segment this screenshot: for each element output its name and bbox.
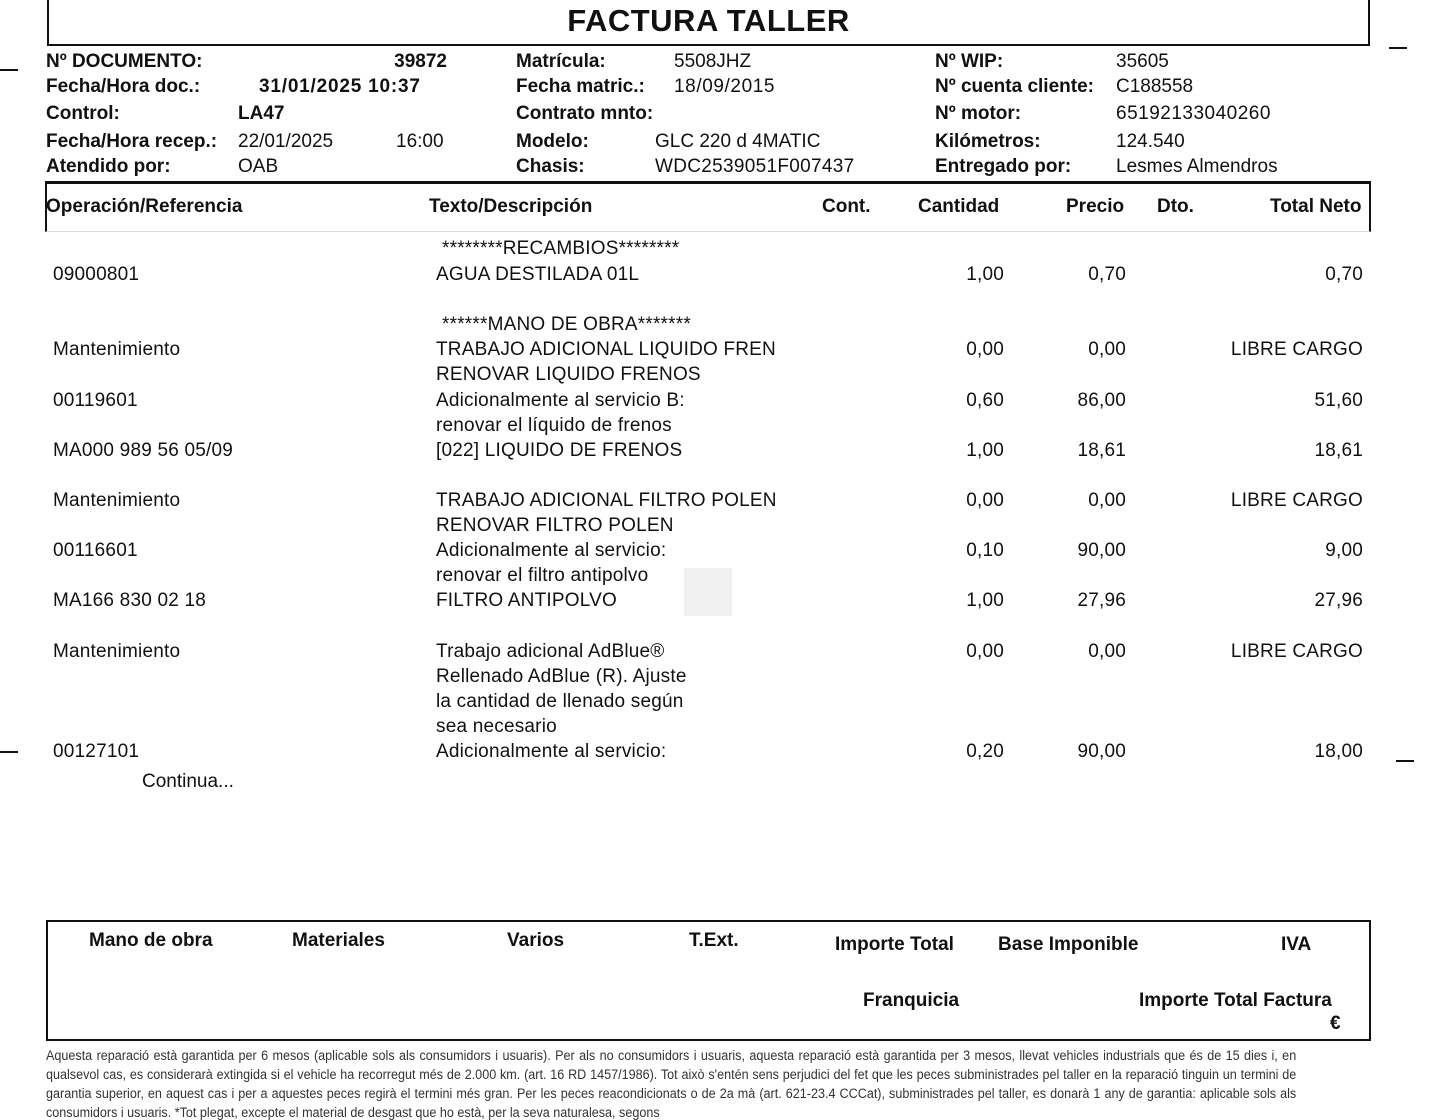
row-net-total: 18,00 (1314, 740, 1363, 762)
row-description: Rellenado AdBlue (R). Ajuste (436, 665, 687, 687)
margin-mark (1389, 47, 1407, 49)
chassis-label: Chasis: (516, 156, 585, 177)
row-description: Adicionalmente al servicio: (436, 540, 667, 562)
row-net-total: 9,00 (1325, 540, 1363, 562)
doc-date-value: 31/01/2025 10:37 (259, 76, 421, 97)
summary-text: T.Ext. (689, 930, 739, 951)
margin-mark (0, 751, 18, 753)
row-reference: MA000 989 56 05/09 (53, 439, 234, 461)
row-description: AGUA DESTILADA 01L (436, 264, 640, 285)
margin-mark (1396, 760, 1414, 762)
continues-label: Continua... (142, 771, 234, 792)
row-price: 90,00 (1077, 540, 1126, 562)
row-quantity: 0,00 (966, 640, 1004, 662)
row-net-total: 18,61 (1314, 439, 1363, 461)
registration-date-label: Fecha matric.: (516, 76, 645, 97)
engine-number-value: 65192133040260 (1116, 103, 1271, 124)
row-description: Adicionalmente al servicio B: (436, 389, 685, 411)
row-price: 0,00 (1088, 339, 1126, 361)
plate-label: Matrícula: (516, 51, 606, 72)
summary-total-amount: Importe Total (835, 934, 954, 955)
row-reference: 00127101 (53, 740, 140, 762)
attended-by-label: Atendido por: (46, 156, 171, 177)
row-description: RENOVAR FILTRO POLEN (436, 515, 674, 536)
maintenance-contract-label: Contrato mnto: (516, 103, 654, 124)
row-description: renovar el líquido de frenos (436, 414, 672, 436)
row-reference: 09000801 (53, 264, 140, 285)
doc-date-label: Fecha/Hora doc.: (46, 76, 201, 97)
warranty-legal-text: Aquesta reparació està garantida per 6 mesos (aplicable sols als consumidors i usuaris). Per als no consumidors i usuaris, aquesta reparació està garantida per 3 mesos, llevat vehicles industrials que és de 15 dies i, en qualsevol cas, es considerarà extingida si el vehicle ha recorregut més de 2.000 km. (art. 16 RD 1457/1986). Tot això s'entén sens perjudici del fet que les peces subministrades pel taller en la reparació tinguin un termini de garantia superior, en aquest cas i per a aquestes peces regirà el termini més gran. Per les peces reacondicionats o de 2a mà (art. 621-23.4 CCCat), subministrades pel taller, es donarà 1 any de garantia: aplicable sols als consumidors i usuaris. *Tot plegat, excepte el material de desgast que ho està, per la seva naturalesa, segons (46, 1048, 1297, 1120)
row-reference: 00116601 (53, 540, 138, 562)
kilometers-label: Kilómetros: (935, 131, 1041, 152)
summary-misc: Varios (507, 930, 565, 951)
model-value: GLC 220 d 4MATIC (655, 131, 821, 152)
summary-invoice-total: Importe Total Factura (1139, 990, 1332, 1011)
summary-tax-base: Base Imponible (998, 934, 1139, 955)
summary-vat: IVA (1281, 934, 1312, 955)
row-description: la cantidad de llenado según (436, 690, 684, 712)
section-mano-obra: ******MANO DE OBRA******* (442, 314, 691, 335)
delivered-by-label: Entregado por: (935, 156, 1072, 177)
row-quantity: 1,00 (966, 590, 1004, 612)
margin-mark (0, 69, 18, 71)
row-net-total: LIBRE CARGO (1230, 339, 1363, 361)
invoice-title-box (47, 0, 1370, 46)
row-description: Trabajo adicional AdBlue® (436, 640, 665, 662)
row-net-total: 0,70 (1325, 264, 1363, 285)
scan-artifact (684, 568, 732, 616)
row-price: 0,00 (1088, 489, 1126, 511)
row-net-total: LIBRE CARGO (1230, 489, 1363, 511)
invoice-title: FACTURA TALLER (567, 3, 850, 38)
row-reference: 00119601 (53, 389, 138, 411)
col-description: Texto/Descripción (429, 196, 593, 217)
registration-date-value: 18/09/2015 (674, 76, 776, 97)
row-price: 0,00 (1088, 640, 1126, 662)
plate-value: 5508JHZ (674, 51, 752, 72)
row-reference: Mantenimiento (53, 339, 181, 361)
control-label: Control: (46, 103, 120, 124)
col-quantity: Cantidad (918, 196, 1000, 217)
row-description: FILTRO ANTIPOLVO (436, 590, 617, 612)
row-quantity: 0,00 (966, 489, 1004, 511)
summary-currency: € (1330, 1013, 1341, 1034)
doc-number-label: Nº DOCUMENTO: (46, 51, 203, 72)
row-description: TRABAJO ADICIONAL FILTRO POLEN (436, 489, 777, 511)
row-description: [022] LIQUIDO DE FRENOS (436, 439, 683, 461)
attended-by-value: OAB (238, 156, 279, 177)
control-value: LA47 (238, 103, 285, 124)
row-price: 0,70 (1088, 264, 1126, 285)
section-recambios: ********RECAMBIOS******** (442, 238, 680, 259)
customer-account-label: Nº cuenta cliente: (935, 76, 1094, 97)
row-price: 90,00 (1077, 740, 1126, 762)
engine-number-label: Nº motor: (935, 103, 1022, 124)
row-description: RENOVAR LIQUIDO FRENOS (436, 364, 701, 386)
model-label: Modelo: (516, 131, 589, 152)
col-price: Precio (1066, 196, 1125, 217)
row-reference: Mantenimiento (53, 489, 181, 511)
delivered-by-value: Lesmes Almendros (1116, 156, 1278, 177)
row-price: 86,00 (1077, 389, 1126, 411)
row-description: TRABAJO ADICIONAL LIQUIDO FREN (436, 339, 776, 361)
row-quantity: 0,00 (966, 339, 1004, 361)
row-reference: Mantenimiento (53, 640, 181, 662)
row-quantity: 1,00 (966, 264, 1004, 285)
chassis-value: WDC2539051F007437 (655, 156, 855, 177)
row-reference: MA166 830 02 18 (53, 590, 207, 612)
col-net-total: Total Neto (1270, 196, 1362, 217)
col-discount: Dto. (1157, 196, 1194, 217)
row-net-total: LIBRE CARGO (1230, 640, 1363, 662)
row-net-total: 51,60 (1314, 389, 1363, 411)
row-quantity: 0,10 (966, 540, 1004, 562)
col-cont: Cont. (822, 196, 871, 217)
row-net-total: 27,96 (1314, 590, 1363, 612)
row-description: Adicionalmente al servicio: (436, 740, 667, 762)
col-operation: Operación/Referencia (46, 196, 243, 217)
row-quantity: 0,20 (966, 740, 1004, 762)
row-price: 27,96 (1077, 590, 1126, 612)
row-description: renovar el filtro antipolvo (436, 565, 649, 587)
reception-date-label: Fecha/Hora recep.: (46, 131, 218, 152)
reception-date-value: 22/01/2025 (238, 131, 334, 152)
summary-materials: Materiales (292, 930, 385, 951)
summary-deductible: Franquicia (863, 990, 960, 1011)
summary-labor: Mano de obra (89, 930, 213, 951)
row-quantity: 0,60 (966, 389, 1004, 411)
reception-time-value: 16:00 (396, 131, 444, 152)
wip-value: 35605 (1116, 51, 1169, 72)
customer-account-value: C188558 (1116, 76, 1194, 97)
doc-number-value: 39872 (394, 51, 447, 72)
row-description: sea necesario (436, 715, 557, 737)
kilometers-value: 124.540 (1116, 131, 1185, 152)
wip-label: Nº WIP: (935, 51, 1004, 72)
row-quantity: 1,00 (966, 439, 1004, 461)
row-price: 18,61 (1077, 439, 1126, 461)
